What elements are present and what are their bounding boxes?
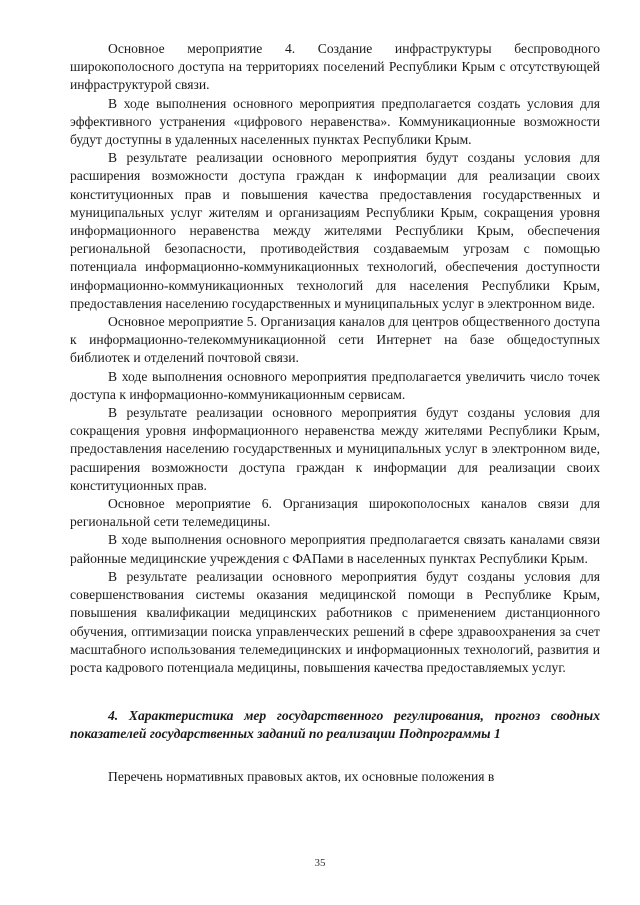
paragraph-activity-6-result: В результате реализации основного мероприятия будут созданы условия для совершенствования системы оказания медицинской помощи в Республике Крым, повышения квалификации медицинских работников с применением дистанционного обучения, оптимизации поиска управленческих решений в сфере здравоохранения за счет масштабного использования телемедицинских и информационных технологий, развития и роста кадрового потенциала медицины, повышения качества предоставляемых услуг. [70,568,600,675]
paragraph-activity-4-result: В результате реализации основного мероприятия будут созданы условия для расширения возможности доступа граждан к информации для реализации своих конституционных прав и повышения качества предоставления государственных и муниципальных услуг жителям и организациям Республики Крым, сокращения уровня информационного неравенства между жителями Республики Крым, обеспечения региональной безопасности, противодействия создаваемым угрозам с помощью потенциала информационно-коммуникационных технологий, обеспечения доступности информационно-коммуникационных технологий для населения Республики Крым, предоставления населению государственных и муниципальных услуг в электронном виде. [70,150,600,311]
paragraph-activity-4-goal: В ходе выполнения основного мероприятия предполагается создать условия для эффективного устранения «цифрового неравенства». Коммуникационные возможности будут доступны в удаленных населенных пунктах Республики Крым. [70,95,600,148]
paragraph-normative-acts: Перечень нормативных правовых актов, их основные положения в [108,768,495,784]
paragraph-activity-4: Основное мероприятие 4. Создание инфраструктуры беспроводного широкополосного доступа на территориях поселений Республики Крым с отсутствующей инфраструктурой связи. [70,41,600,93]
paragraph-activity-6: Основное мероприятие 6. Организация широкополосных каналов связи для региональной сети телемедицины. [70,496,600,530]
paragraph-activity-5-goal: В ходе выполнения основного мероприятия предполагается увеличить число точек доступа к информационно-коммуникационным сервисам. [70,368,600,402]
page-number: 35 [314,857,326,869]
document-body [70,40,600,786]
section-heading: 4. Характеристика мер государственного регулирования, прогноз сводных показателей государственных заданий по реализации Подпрограммы 1 [70,708,600,742]
paragraph-activity-5-result: В результате реализации основного мероприятия будут созданы условия для сокращения уровня информационного неравенства между жителями Республики Крым, предоставления населению государственных и муниципальных услуг в электронном виде, расширения возможности доступа граждан к информации для реализации своих конституционных прав. [70,405,600,493]
paragraph-activity-5: Основное мероприятие 5. Организация каналов для центров общественного доступа к информационно-телекоммуникационной сети Интернет на базе общедоступных библиотек и отделений почтовой связи. [70,314,600,366]
paragraph-activity-6-goal: В ходе выполнения основного мероприятия предполагается связать каналами связи районные медицинские учреждения с ФАПами в населенных пунктах Республики Крым. [70,532,600,566]
